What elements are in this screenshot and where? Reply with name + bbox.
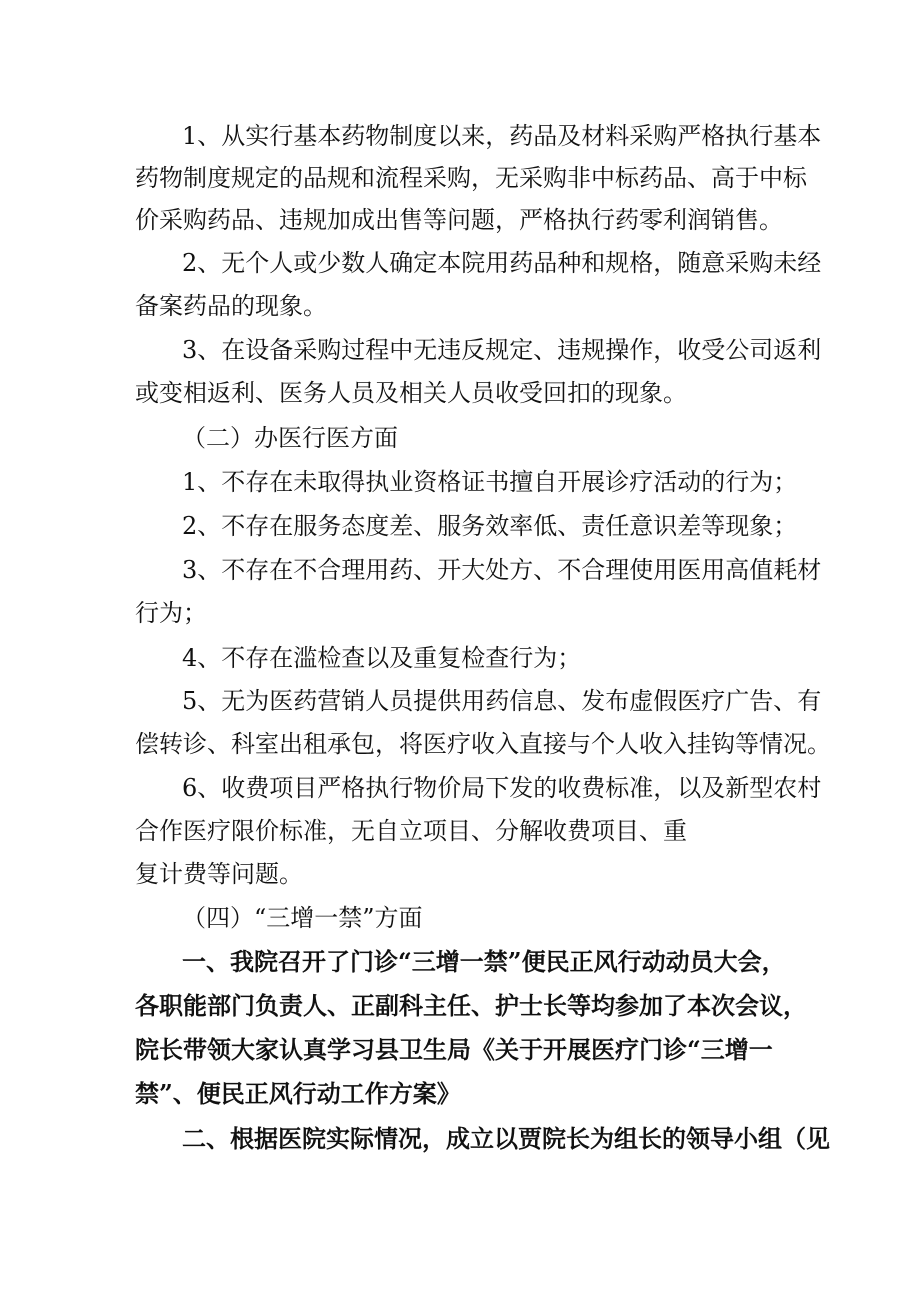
bold-paragraph-line: 院长带领大家认真学习县卫生局《关于开展医疗门诊“三增一 bbox=[135, 1035, 773, 1064]
paragraph-line: 2、无个人或少数人确定本院用药品种和规格，随意采购未经 bbox=[182, 249, 822, 277]
bold-paragraph-line: 一、我院召开了门诊“三增一禁”便民正风行动动员大会， bbox=[182, 947, 786, 976]
section-heading: （二）办医行医方面 bbox=[182, 424, 398, 452]
paragraph-line: 3、在设备采购过程中无违反规定、违规操作，收受公司返利 bbox=[182, 336, 822, 364]
bold-paragraph-line: 二、根据医院实际情况，成立以贾院长为组长的领导小组（见 bbox=[182, 1124, 830, 1153]
paragraph-line: 6、收费项目严格执行物价局下发的收费标准，以及新型农村 bbox=[182, 774, 822, 802]
paragraph-line: 合作医疗限价标准，无自立项目、分解收费项目、重 bbox=[135, 817, 687, 845]
paragraph-line: 或变相返利、医务人员及相关人员收受回扣的现象。 bbox=[135, 379, 687, 407]
paragraph-line: 5、无为医药营销人员提供用药信息、发布虚假医疗广告、有 bbox=[182, 687, 822, 715]
paragraph-line: 复计费等问题。 bbox=[135, 860, 303, 888]
paragraph-line: 药物制度规定的品规和流程采购，无采购非中标药品、高于中标 bbox=[135, 164, 807, 192]
paragraph-line: 1、从实行基本药物制度以来，药品及材料采购严格执行基本 bbox=[182, 122, 822, 150]
paragraph-line: 4、不存在滥检查以及重复检查行为； bbox=[182, 644, 582, 672]
paragraph-line: 行为； bbox=[135, 599, 207, 627]
paragraph-line: 备案药品的现象。 bbox=[135, 292, 327, 320]
paragraph-line: 2、不存在服务态度差、服务效率低、责任意识差等现象； bbox=[182, 512, 798, 540]
bold-paragraph-line: 禁”、便民正风行动工作方案》 bbox=[135, 1079, 461, 1108]
bold-paragraph-line: 各职能部门负责人、正副科主任、护士长等均参加了本次会议， bbox=[135, 991, 807, 1020]
paragraph-line: 1、不存在未取得执业资格证书擅自开展诊疗活动的行为； bbox=[182, 468, 798, 496]
paragraph-line: 偿转诊、科室出租承包，将医疗收入直接与个人收入挂钩等情况。 bbox=[135, 730, 831, 758]
section-heading: （四）“三增一禁”方面 bbox=[182, 904, 423, 932]
paragraph-line: 价采购药品、违规加成出售等问题，严格执行药零利润销售。 bbox=[135, 206, 783, 234]
paragraph-line: 3、不存在不合理用药、开大处方、不合理使用医用高值耗材 bbox=[182, 556, 822, 584]
